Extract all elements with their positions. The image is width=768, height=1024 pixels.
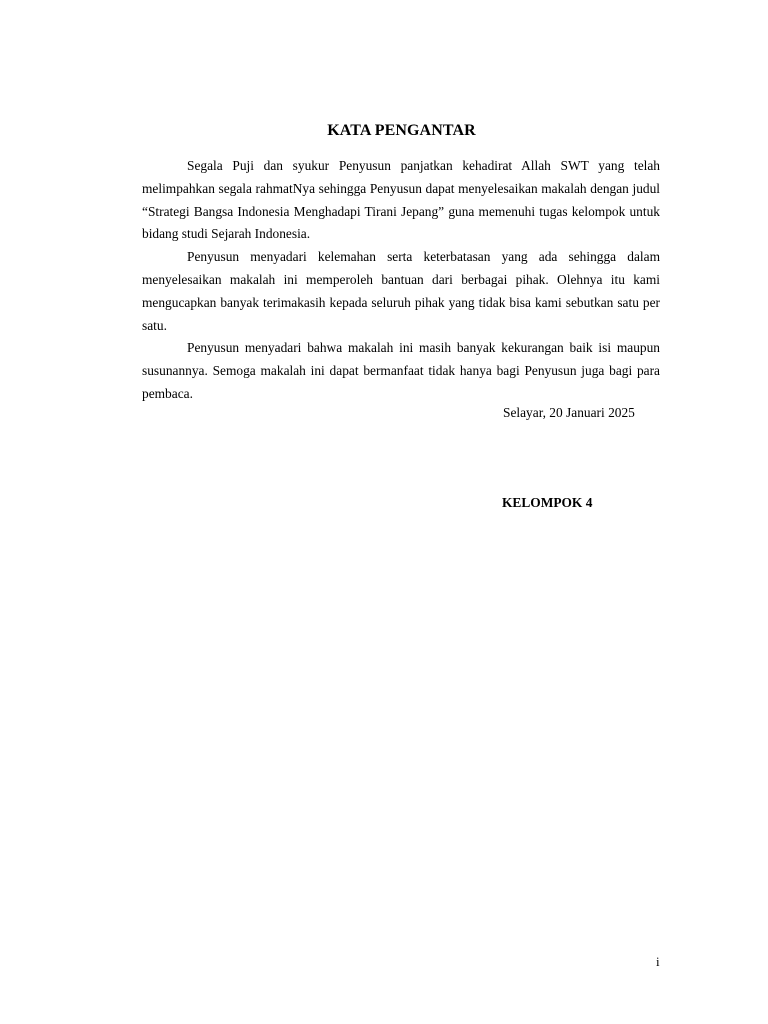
paragraph-3: Penyusun menyadari bahwa makalah ini masih banyak kekurangan baik isi maupun susunannya. Semoga makalah ini dapat bermanfaat tidak hanya bagi Penyusun juga bagi para pembaca. bbox=[142, 340, 660, 401]
paragraph-2: Penyusun menyadari kelemahan serta keterbatasan yang ada sehingga dalam menyelesaikan makalah ini memperoleh bantuan dari berbagai pihak. Olehnya itu kami mengucapkan banyak terimakasih kepada seluruh pihak yang tidak bisa kami sebutkan satu per satu. bbox=[142, 249, 660, 333]
place-date: Selayar, 20 Januari 2025 bbox=[503, 405, 635, 420]
page-number: i bbox=[656, 954, 660, 969]
group-signature: KELOMPOK 4 bbox=[502, 495, 593, 510]
paragraph-1: Segala Puji dan syukur Penyusun panjatkan kehadirat Allah SWT yang telah melimpahkan segala rahmatNya sehingga Penyusun dapat menyelesaikan makalah dengan judul “Strategi Bangsa Indonesia Menghadapi Tirani Jepang” guna memenuhi tugas kelompok untuk bidang studi Sejarah Indonesia. bbox=[142, 158, 660, 242]
preface-body bbox=[142, 155, 660, 406]
page-title: KATA PENGANTAR bbox=[327, 122, 476, 139]
